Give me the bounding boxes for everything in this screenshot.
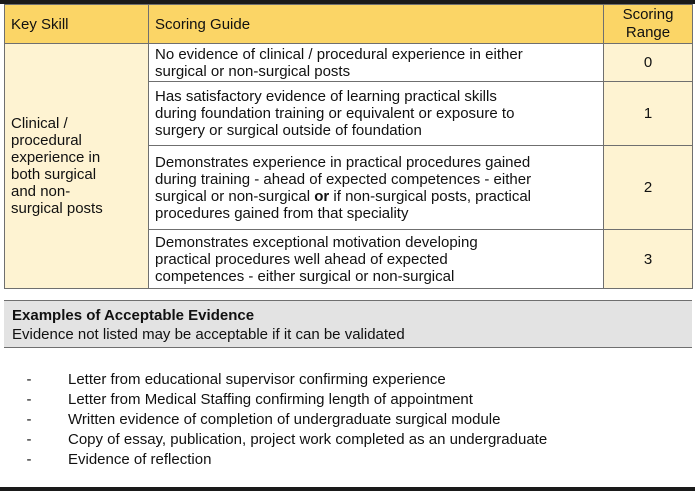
- guide-line: during training - ahead of expected competences - either: [155, 170, 532, 188]
- score-cell-0: 0: [604, 44, 693, 82]
- guide-text: if non-surgical posts, practical: [329, 187, 532, 205]
- guide-line: No evidence of clinical / procedural experience in either: [155, 45, 523, 63]
- list-item: [4, 390, 688, 410]
- scoring-guide-cell-3: [149, 230, 604, 289]
- guide-text: surgical or non-surgical: [155, 187, 315, 205]
- header-scoring-range: [604, 5, 693, 44]
- guide-line: Demonstrates experience in practical procedures gained: [155, 153, 531, 171]
- header-scoring-range-line2: Range: [625, 24, 671, 41]
- guide-line: surgery or surgical outside of foundation: [155, 122, 422, 139]
- evidence-text: Letter from Medical Staffing confirming length of appointment: [68, 391, 473, 408]
- guide-line: [155, 188, 597, 205]
- header-scoring-range-line1: Scoring: [622, 6, 674, 23]
- list-item: [4, 410, 688, 430]
- examples-subtitle: Evidence not listed may be acceptable if it can be validated: [12, 326, 405, 343]
- score-cell-3: 3: [604, 230, 693, 289]
- examples-title: Examples of Acceptable Evidence: [12, 307, 255, 324]
- dash-bullet: -: [26, 391, 32, 408]
- guide-line: surgical or non-surgical posts: [155, 62, 351, 80]
- key-skill-cell: [5, 44, 149, 289]
- evidence-text: Letter from educational supervisor confirming experience: [68, 371, 446, 388]
- dash-bullet: -: [26, 431, 32, 448]
- evidence-text: Copy of essay, publication, project work completed as an undergraduate: [68, 431, 548, 448]
- dash-bullet: -: [26, 451, 32, 468]
- key-skill-line: both surgical: [11, 166, 97, 183]
- evidence-text: Written evidence of completion of undergraduate surgical module: [68, 411, 501, 428]
- table-header-row: [5, 5, 693, 44]
- key-skill-line: Clinical /: [11, 115, 68, 132]
- evidence-list: [4, 370, 688, 470]
- scoring-guide-cell-2: [149, 146, 604, 230]
- examples-header: [4, 300, 692, 348]
- scoring-table: [4, 4, 693, 289]
- list-item: [4, 450, 688, 470]
- header-scoring-guide: Scoring Guide: [149, 5, 604, 44]
- guide-bold-or: or: [314, 187, 330, 205]
- guide-line: competences - either surgical or non-surgical: [155, 267, 455, 285]
- guide-line: Has satisfactory evidence of learning practical skills: [155, 88, 497, 105]
- scoring-guide-cell-0: [149, 44, 604, 82]
- scoring-guide-cell-1: [149, 82, 604, 146]
- evidence-text: Evidence of reflection: [68, 451, 212, 468]
- header-key-skill: Key Skill: [5, 5, 149, 44]
- list-item: [4, 430, 688, 450]
- score-cell-1: 1: [604, 82, 693, 146]
- dash-bullet: -: [26, 411, 32, 428]
- dash-bullet: -: [26, 371, 32, 388]
- guide-line: practical procedures well ahead of expected: [155, 250, 448, 268]
- key-skill-line: and non-: [11, 183, 71, 200]
- key-skill-line: surgical posts: [11, 200, 103, 217]
- guide-line: Demonstrates exceptional motivation developing: [155, 233, 478, 251]
- key-skill-line: experience in: [11, 149, 101, 166]
- table-row: [5, 44, 693, 82]
- list-item: [4, 370, 688, 390]
- score-cell-2: 2: [604, 146, 693, 230]
- guide-line: procedures gained from that speciality: [155, 204, 409, 222]
- guide-line: during foundation training or equivalent or exposure to: [155, 105, 515, 122]
- key-skill-line: procedural: [11, 132, 82, 149]
